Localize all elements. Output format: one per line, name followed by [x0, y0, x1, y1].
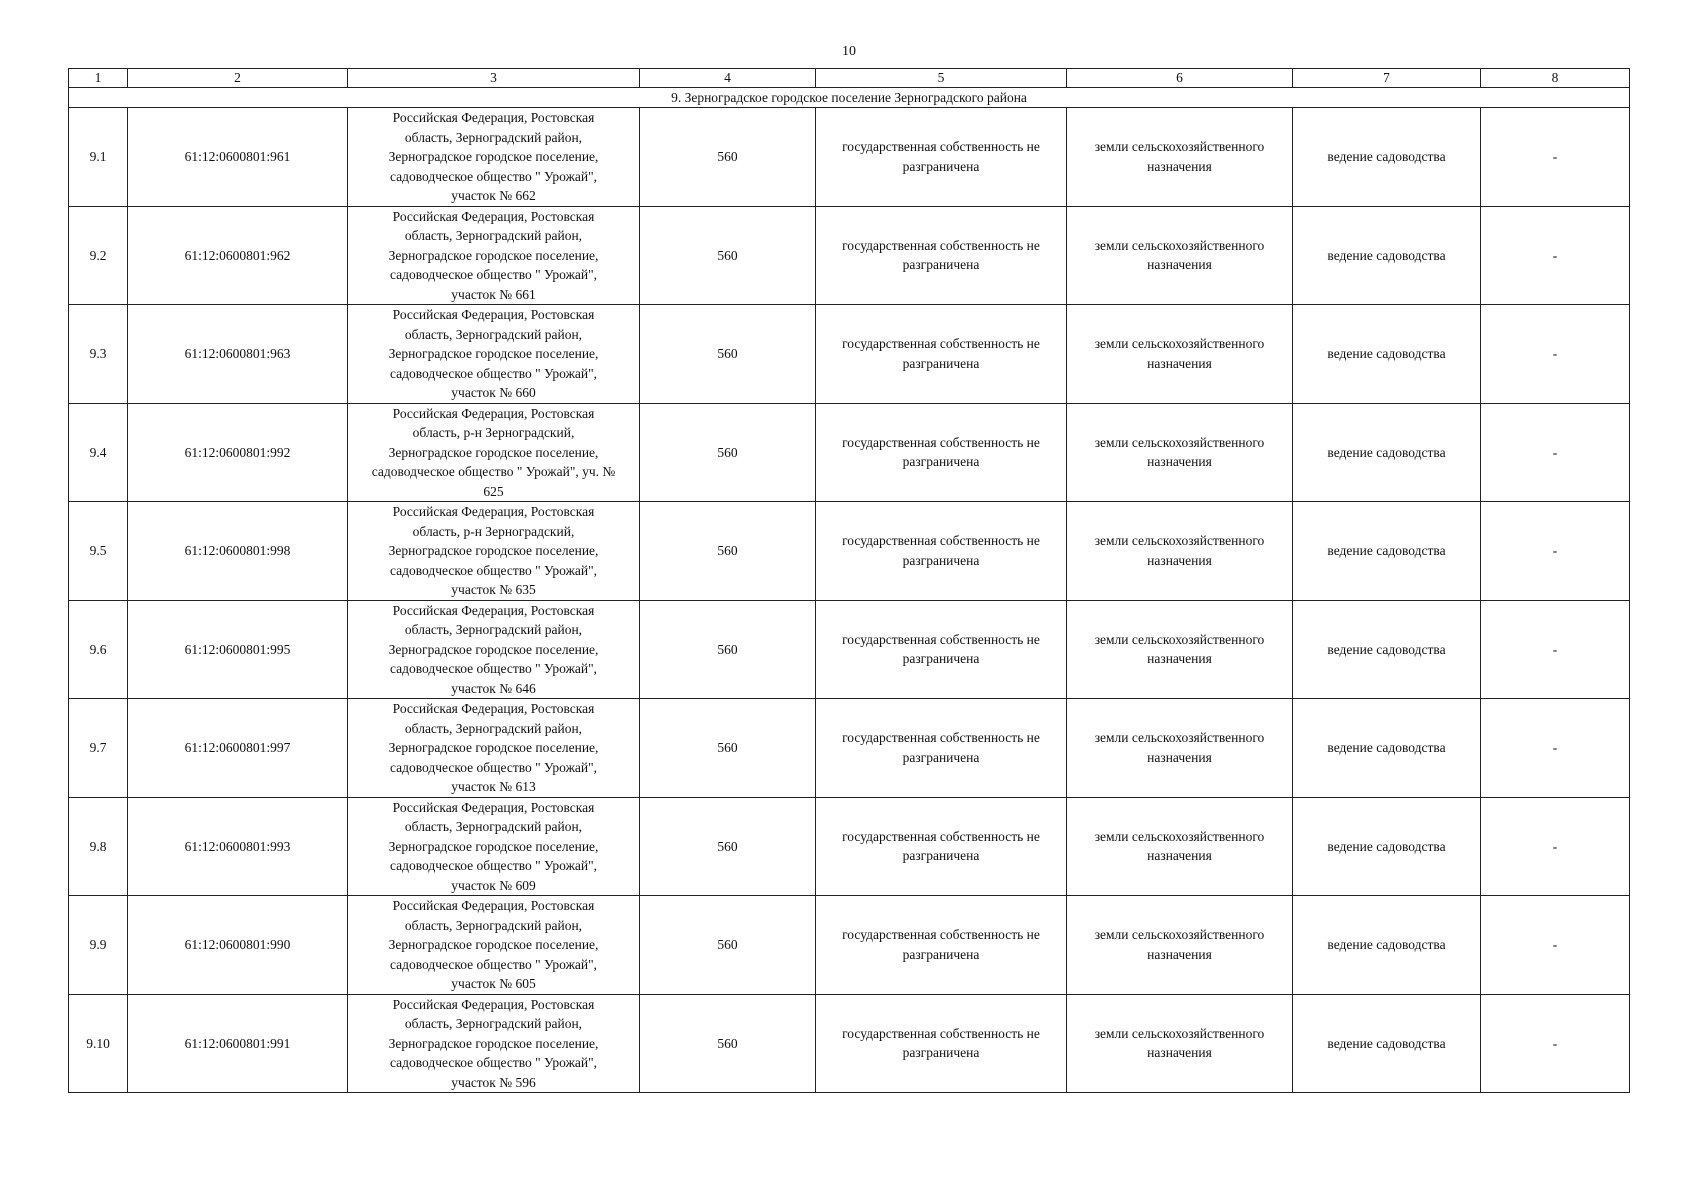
table-row — [69, 699, 1630, 798]
permitted-use-cell: ведение садоводства — [1293, 600, 1481, 699]
note-cell: - — [1481, 600, 1630, 699]
column-number: 2 — [128, 69, 348, 88]
address-line: Российская Федерация, Ростовская — [392, 208, 595, 224]
address-cell — [348, 797, 640, 896]
address-line: садоводческое общество " Урожай", — [389, 956, 598, 972]
address-line: Российская Федерация, Ростовская — [392, 307, 595, 322]
row-number-cell: 9.3 — [69, 305, 128, 404]
table-row — [69, 403, 1630, 502]
address-cell — [348, 502, 640, 601]
land-category-cell: земли сельскохозяйственного назначения — [1067, 206, 1293, 305]
column-number: 3 — [348, 69, 640, 88]
cadastral-number-cell: 61:12:0600801:992 — [128, 403, 348, 502]
address-line: область, Зерноградский район, — [404, 819, 583, 834]
address-line: Зерноградское городское поселение, — [388, 149, 599, 164]
column-number: 4 — [640, 69, 816, 88]
ownership-cell: государственная собственность не разграничена — [816, 994, 1067, 1093]
land-category-cell: земли сельскохозяйственного назначения — [1067, 403, 1293, 502]
area-cell: 560 — [640, 896, 816, 995]
address-line: садоводческое общество " Урожай", — [389, 1055, 598, 1070]
area-cell: 560 — [640, 108, 816, 207]
address-line: участок № 646 — [451, 680, 536, 696]
cadastral-number-cell: 61:12:0600801:997 — [128, 699, 348, 798]
address-line: область, Зерноградский район, — [404, 129, 583, 145]
table-row — [69, 600, 1630, 699]
column-number: 6 — [1067, 69, 1293, 88]
ownership-cell: государственная собственность не разграничена — [816, 305, 1067, 404]
permitted-use-cell: ведение садоводства — [1293, 896, 1481, 995]
address-line: участок № 605 — [451, 976, 536, 991]
area-cell: 560 — [640, 994, 816, 1093]
address-line: область, Зерноградский район, — [404, 1016, 583, 1031]
note-cell: - — [1481, 699, 1630, 798]
address-line: Зерноградское городское поселение, — [388, 444, 599, 460]
ownership-cell: государственная собственность не разграничена — [816, 600, 1067, 699]
cadastral-number-cell: 61:12:0600801:962 — [128, 206, 348, 305]
row-number-cell: 9.10 — [69, 994, 128, 1093]
address-line: участок № 635 — [451, 582, 536, 597]
address-line: Российская Федерация, Ростовская — [392, 898, 595, 913]
land-category-cell: земли сельскохозяйственного назначения — [1067, 896, 1293, 995]
permitted-use-cell: ведение садоводства — [1293, 797, 1481, 896]
address-line: Российская Федерация, Ростовская — [392, 701, 595, 716]
area-cell: 560 — [640, 797, 816, 896]
address-line: область, р-н Зерноградский, — [412, 425, 575, 440]
permitted-use-cell: ведение садоводства — [1293, 206, 1481, 305]
address-cell — [348, 108, 640, 207]
address-line: область, р-н Зерноградский, — [412, 523, 575, 539]
note-cell: - — [1481, 108, 1630, 207]
address-line: Российская Федерация, Ростовская — [392, 996, 595, 1012]
note-cell: - — [1481, 305, 1630, 404]
note-cell: - — [1481, 994, 1630, 1093]
address-line: садоводческое общество " Урожай", — [389, 267, 598, 282]
page-number: 10 — [842, 44, 856, 59]
address-line: Зерноградское городское поселение, — [388, 740, 599, 755]
area-cell: 560 — [640, 206, 816, 305]
column-number: 7 — [1293, 69, 1481, 88]
address-line: садоводческое общество " Урожай", — [389, 168, 598, 184]
address-line: участок № 609 — [451, 877, 536, 893]
note-cell: - — [1481, 896, 1630, 995]
permitted-use-cell: ведение садоводства — [1293, 994, 1481, 1093]
row-number-cell: 9.5 — [69, 502, 128, 601]
ownership-cell: государственная собственность не разграничена — [816, 206, 1067, 305]
row-number-cell: 9.1 — [69, 108, 128, 207]
address-cell — [348, 896, 640, 995]
address-line: садоводческое общество " Урожай", — [389, 365, 598, 381]
permitted-use-cell: ведение садоводства — [1293, 403, 1481, 502]
table-row — [69, 206, 1630, 305]
row-number-cell: 9.8 — [69, 797, 128, 896]
cadastral-number-cell: 61:12:0600801:990 — [128, 896, 348, 995]
land-category-cell: земли сельскохозяйственного назначения — [1067, 699, 1293, 798]
cadastral-number-cell: 61:12:0600801:993 — [128, 797, 348, 896]
ownership-cell: государственная собственность не разграничена — [816, 797, 1067, 896]
section-header-row — [69, 88, 1630, 108]
cadastral-number-cell: 61:12:0600801:998 — [128, 502, 348, 601]
land-plots-table — [68, 68, 1630, 1093]
column-number: 5 — [816, 69, 1067, 88]
address-line: 625 — [483, 483, 504, 499]
cadastral-number-cell: 61:12:0600801:995 — [128, 600, 348, 699]
address-line: область, Зерноградский район, — [404, 326, 583, 342]
address-line: садоводческое общество " Урожай", — [389, 661, 598, 676]
area-cell: 560 — [640, 502, 816, 601]
row-number-cell: 9.6 — [69, 600, 128, 699]
address-line: область, Зерноградский район, — [404, 228, 583, 243]
note-cell: - — [1481, 403, 1630, 502]
address-line: Российская Федерация, Ростовская — [392, 504, 595, 519]
address-cell — [348, 600, 640, 699]
land-category-cell: земли сельскохозяйственного назначения — [1067, 108, 1293, 207]
address-line: Зерноградское городское поселение, — [388, 543, 599, 558]
address-cell — [348, 699, 640, 798]
note-cell: - — [1481, 206, 1630, 305]
area-cell: 560 — [640, 600, 816, 699]
address-line: участок № 660 — [451, 385, 536, 400]
address-line: садоводческое общество " Урожай", — [389, 562, 598, 578]
address-line: участок № 661 — [451, 286, 536, 302]
table-row — [69, 305, 1630, 404]
section-title: 9. Зерноградское городское поселение Зерноградского района — [69, 88, 1630, 108]
address-line: Российская Федерация, Ростовская — [392, 405, 595, 421]
address-line: Российская Федерация, Ростовская — [392, 602, 595, 618]
land-category-cell: земли сельскохозяйственного назначения — [1067, 994, 1293, 1093]
address-line: Российская Федерация, Ростовская — [392, 110, 595, 125]
address-line: Зерноградское городское поселение, — [388, 247, 599, 263]
permitted-use-cell: ведение садоводства — [1293, 502, 1481, 601]
table-row — [69, 994, 1630, 1093]
row-number-cell: 9.4 — [69, 403, 128, 502]
ownership-cell: государственная собственность не разграничена — [816, 896, 1067, 995]
table-row — [69, 896, 1630, 995]
area-cell: 560 — [640, 305, 816, 404]
address-line: область, Зерноградский район, — [404, 622, 583, 637]
cadastral-number-cell: 61:12:0600801:961 — [128, 108, 348, 207]
address-line: участок № 613 — [451, 779, 536, 794]
address-cell — [348, 206, 640, 305]
area-cell: 560 — [640, 699, 816, 798]
ownership-cell: государственная собственность не разграничена — [816, 502, 1067, 601]
ownership-cell: государственная собственность не разграничена — [816, 108, 1067, 207]
address-cell — [348, 403, 640, 502]
column-number-row — [69, 69, 1630, 88]
address-cell — [348, 305, 640, 404]
cadastral-number-cell: 61:12:0600801:991 — [128, 994, 348, 1093]
area-cell: 560 — [640, 403, 816, 502]
address-line: садоводческое общество " Урожай", уч. № — [371, 464, 616, 479]
address-line: Зерноградское городское поселение, — [388, 838, 599, 854]
table-row — [69, 502, 1630, 601]
table-row — [69, 108, 1630, 207]
ownership-cell: государственная собственность не разграничена — [816, 699, 1067, 798]
address-line: Зерноградское городское поселение, — [388, 346, 599, 361]
row-number-cell: 9.2 — [69, 206, 128, 305]
land-category-cell: земли сельскохозяйственного назначения — [1067, 600, 1293, 699]
note-cell: - — [1481, 502, 1630, 601]
ownership-cell: государственная собственность не разграничена — [816, 403, 1067, 502]
address-line: область, Зерноградский район, — [404, 917, 583, 933]
permitted-use-cell: ведение садоводства — [1293, 305, 1481, 404]
note-cell: - — [1481, 797, 1630, 896]
land-category-cell: земли сельскохозяйственного назначения — [1067, 797, 1293, 896]
column-number: 8 — [1481, 69, 1630, 88]
address-line: область, Зерноградский район, — [404, 720, 583, 736]
address-line: Зерноградское городское поселение, — [388, 641, 599, 657]
cadastral-number-cell: 61:12:0600801:963 — [128, 305, 348, 404]
permitted-use-cell: ведение садоводства — [1293, 108, 1481, 207]
address-line: участок № 662 — [451, 188, 536, 203]
land-category-cell: земли сельскохозяйственного назначения — [1067, 502, 1293, 601]
permitted-use-cell: ведение садоводства — [1293, 699, 1481, 798]
row-number-cell: 9.9 — [69, 896, 128, 995]
address-cell — [348, 994, 640, 1093]
address-line: Зерноградское городское поселение, — [388, 1035, 599, 1051]
table-row — [69, 797, 1630, 896]
land-category-cell: земли сельскохозяйственного назначения — [1067, 305, 1293, 404]
row-number-cell: 9.7 — [69, 699, 128, 798]
column-number: 1 — [69, 69, 128, 88]
address-line: садоводческое общество " Урожай", — [389, 759, 598, 775]
address-line: Зерноградское городское поселение, — [388, 937, 599, 952]
address-line: участок № 596 — [451, 1074, 536, 1090]
address-line: садоводческое общество " Урожай", — [389, 858, 598, 873]
address-line: Российская Федерация, Ростовская — [392, 799, 595, 815]
